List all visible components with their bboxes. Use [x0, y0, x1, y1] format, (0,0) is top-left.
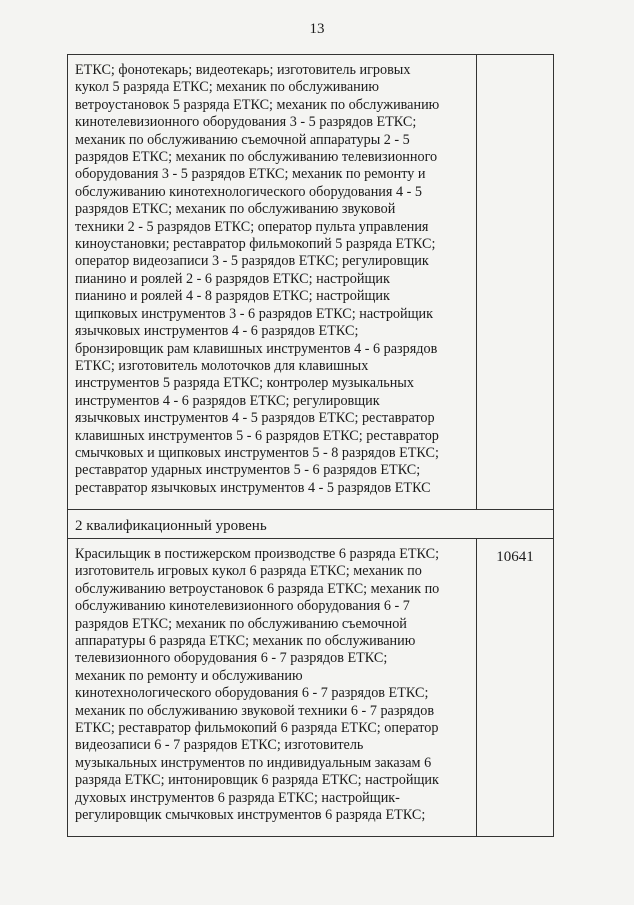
table-row	[68, 55, 553, 509]
text-line: разрядов ЕТКС; механик по обслуживанию звуковой	[75, 201, 396, 218]
text-line: оператор видеозаписи 3 - 5 разрядов ЕТКС; регулировщик	[75, 253, 429, 270]
text-line: телевизионного оборудования 6 - 7 разрядов ЕТКС;	[75, 650, 388, 667]
text-line: инструментов 4 - 6 разрядов ЕТКС; регулировщик	[75, 392, 380, 409]
text-line: обслуживанию кинотехнологического оборудования 4 - 5	[75, 183, 422, 200]
text-line: аппаратуры 6 разряда ЕТКС; механик по обслуживанию	[75, 633, 416, 650]
text-line: щипковых инструментов 3 - 6 разрядов ЕТКС; настройщик	[75, 305, 434, 322]
text-line: разрядов ЕТКС; механик по обслуживанию съемочной	[75, 615, 407, 632]
page-number: 13	[309, 21, 325, 37]
salary-cell	[476, 55, 553, 509]
text-line: пианино и роялей 2 - 6 разрядов ЕТКС; настройщик	[75, 270, 390, 287]
text-line: музыкальных инструментов по индивидуальным заказам 6	[75, 754, 432, 771]
text-line: ветроустановок 5 разряда ЕТКС; механик по обслуживанию	[75, 96, 440, 113]
text-line: пианино и роялей 4 - 8 разрядов ЕТКС; настройщик	[75, 288, 390, 305]
text-line: инструментов 5 разряда ЕТКС; контролер музыкальных	[75, 375, 414, 392]
text-line: кукол 5 разряда ЕТКС; механик по обслуживанию	[75, 79, 379, 96]
text-line: механик по обслуживанию звуковой техники 6 - 7 разрядов	[75, 702, 435, 719]
text-line: видеозаписи 6 - 7 разрядов ЕТКС; изготовитель	[75, 737, 364, 754]
text-line: клавишных инструментов 5 - 6 разрядов ЕТКС; реставратор	[75, 427, 439, 444]
text-line: Красильщик в постижерском производстве 6 разряда ЕТКС;	[75, 546, 440, 562]
text-line: язычковых инструментов 4 - 6 разрядов ЕТКС;	[75, 323, 359, 340]
text-line: киноустановки; реставратор фильмокопий 5 разряда ЕТКС;	[75, 236, 436, 253]
professions-cell	[68, 539, 476, 836]
text-line: механик по обслуживанию съемочной аппаратуры 2 - 5	[75, 131, 410, 148]
text-line: оборудования 3 - 5 разрядов ЕТКС; механик по ремонту и	[75, 166, 426, 183]
text-line: обслуживанию кинотелевизионного оборудования 6 - 7	[75, 598, 410, 615]
qualification-table	[67, 54, 554, 837]
salary-cell: 10641	[476, 539, 553, 836]
text-line: механик по ремонту и обслуживанию	[75, 667, 303, 684]
text-line: разрядов ЕТКС; механик по обслуживанию телевизионного	[75, 149, 438, 166]
text-line: изготовитель игровых кукол 6 разряда ЕТКС; механик по	[75, 563, 422, 580]
text-line: ЕТКС; реставратор фильмокопий 6 разряда ЕТКС; оператор	[75, 720, 439, 737]
text-line: духовых инструментов 6 разряда ЕТКС; настройщик-	[75, 789, 400, 806]
text-line: регулировщик смычковых инструментов 6 разряда ЕТКС;	[75, 807, 426, 824]
text-line: обслуживанию ветроустановок 6 разряда ЕТКС; механик по	[75, 580, 440, 597]
table-row	[68, 509, 553, 538]
qualification-level-heading: 2 квалификационный уровень	[75, 518, 267, 534]
professions-cell	[68, 55, 476, 509]
text-line: реставратор язычковых инструментов 4 - 5 разрядов ЕТКС	[75, 479, 431, 496]
text-line: бронзировщик рам клавишных инструментов 4 - 6 разрядов	[75, 340, 438, 357]
table-row	[68, 538, 553, 836]
text-line: техники 2 - 5 разрядов ЕТКС; оператор пульта управления	[75, 218, 429, 235]
text-line: ЕТКС; изготовитель молоточков для клавишных	[75, 357, 369, 374]
text-line: смычковых и щипковых инструментов 5 - 8 разрядов ЕТКС;	[75, 444, 439, 461]
text-line: кинотехнологического оборудования 6 - 7 разрядов ЕТКС;	[75, 685, 429, 702]
text-line: ЕТКС; фонотекарь; видеотекарь; изготовитель игровых	[75, 62, 411, 78]
text-line: язычковых инструментов 4 - 5 разрядов ЕТКС; реставратор	[75, 410, 435, 427]
text-line: реставратор ударных инструментов 5 - 6 разрядов ЕТКС;	[75, 462, 421, 479]
text-line: разряда ЕТКС; интонировщик 6 разряда ЕТКС; настройщик	[75, 772, 439, 789]
text-line: кинотелевизионного оборудования 3 - 5 разрядов ЕТКС;	[75, 114, 417, 131]
